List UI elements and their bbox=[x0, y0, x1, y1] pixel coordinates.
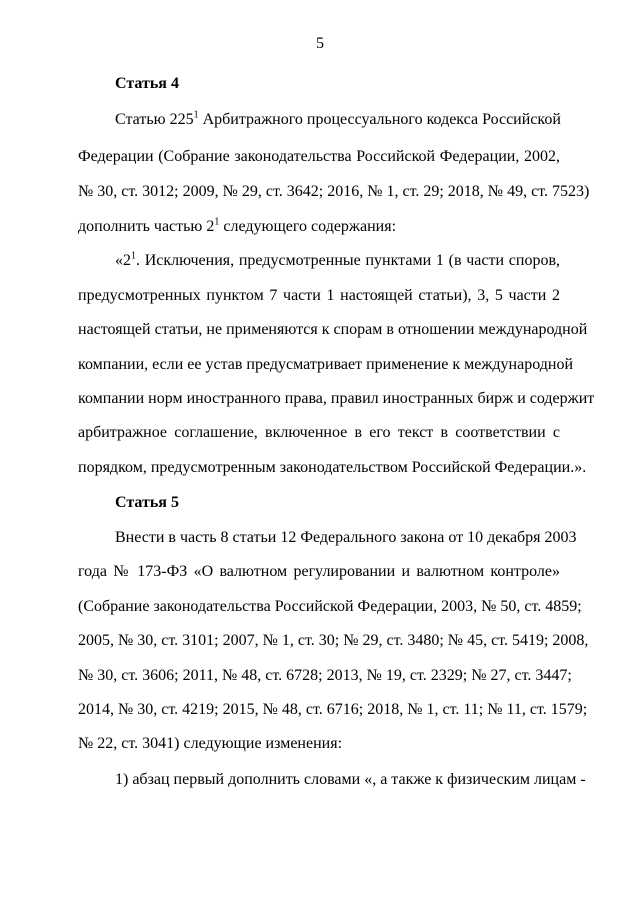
article-4-quote-line-5: компании норм иностранного права, правил иностранных бирж и содержит bbox=[78, 390, 595, 407]
page-number: 5 bbox=[316, 35, 324, 52]
article-4-quote-line-6: арбитражное соглашение, включенное в его текст в соответствии с bbox=[78, 424, 560, 441]
article-4-quote-line-2: предусмотренных пунктом 7 части 1 настоящей статьи), 3, 5 части 2 bbox=[78, 287, 560, 304]
article-4-quote-line-1: «$2^1$. Исключения, предусмотренные пунктами 1 (в части споров, bbox=[115, 250, 560, 269]
article-5-line-4: 2005, № 30, ст. 3101; 2007, № 1, ст. 30; № 29, ст. 3480; № 45, ст. 5419; 2008, bbox=[78, 632, 589, 649]
article-5-item-1: 1) абзац первый дополнить словами «, а также к физическим лицам - bbox=[115, 771, 586, 788]
article-5-line-6: 2014, № 30, ст. 4219; 2015, № 48, ст. 6716; 2018, № 1, ст. 11; № 11, ст. 1579; bbox=[78, 701, 588, 718]
article-4-line-3: № 30, ст. 3012; 2009, № 29, ст. 3642; 2016, № 1, ст. 29; 2018, № 49, ст. 7523) bbox=[78, 183, 590, 200]
article-4-line-2: Федерации (Собрание законодательства Российской Федерации, 2002, bbox=[78, 148, 560, 165]
article-4-quote-line-7: порядком, предусмотренным законодательством Российской Федерации.». bbox=[78, 459, 587, 476]
article-4-line-1: Статью $225^1$ Арбитражного процессуального кодекса Российской bbox=[115, 109, 561, 128]
article-4-quote-line-3: настоящей статьи, не применяются к спорам в отношении международной bbox=[78, 321, 588, 338]
article-4-quote-line-4: компании, если ее устав предусматривает применение к международной bbox=[78, 356, 574, 373]
article-5-line-5: № 30, ст. 3606; 2011, № 48, ст. 6728; 2013, № 19, ст. 2329; № 27, ст. 3447; bbox=[78, 667, 572, 684]
article-5-line-1: Внести в часть 8 статьи 12 Федерального закона от 10 декабря 2003 bbox=[115, 529, 577, 546]
article-4-line-4: дополнить частью $2^1$ следующего содержания: bbox=[78, 216, 397, 235]
article-4-heading: Статья 4 bbox=[115, 75, 179, 92]
article-5-line-3: (Собрание законодательства Российской Федерации, 2003, № 50, ст. 4859; bbox=[78, 598, 582, 615]
article-5-heading: Статья 5 bbox=[115, 494, 179, 511]
article-5-line-7: № 22, ст. 3041) следующие изменения: bbox=[78, 735, 343, 752]
article-5-line-2: года № 173-ФЗ «О валютном регулировании и валютном контроле» bbox=[78, 563, 560, 580]
